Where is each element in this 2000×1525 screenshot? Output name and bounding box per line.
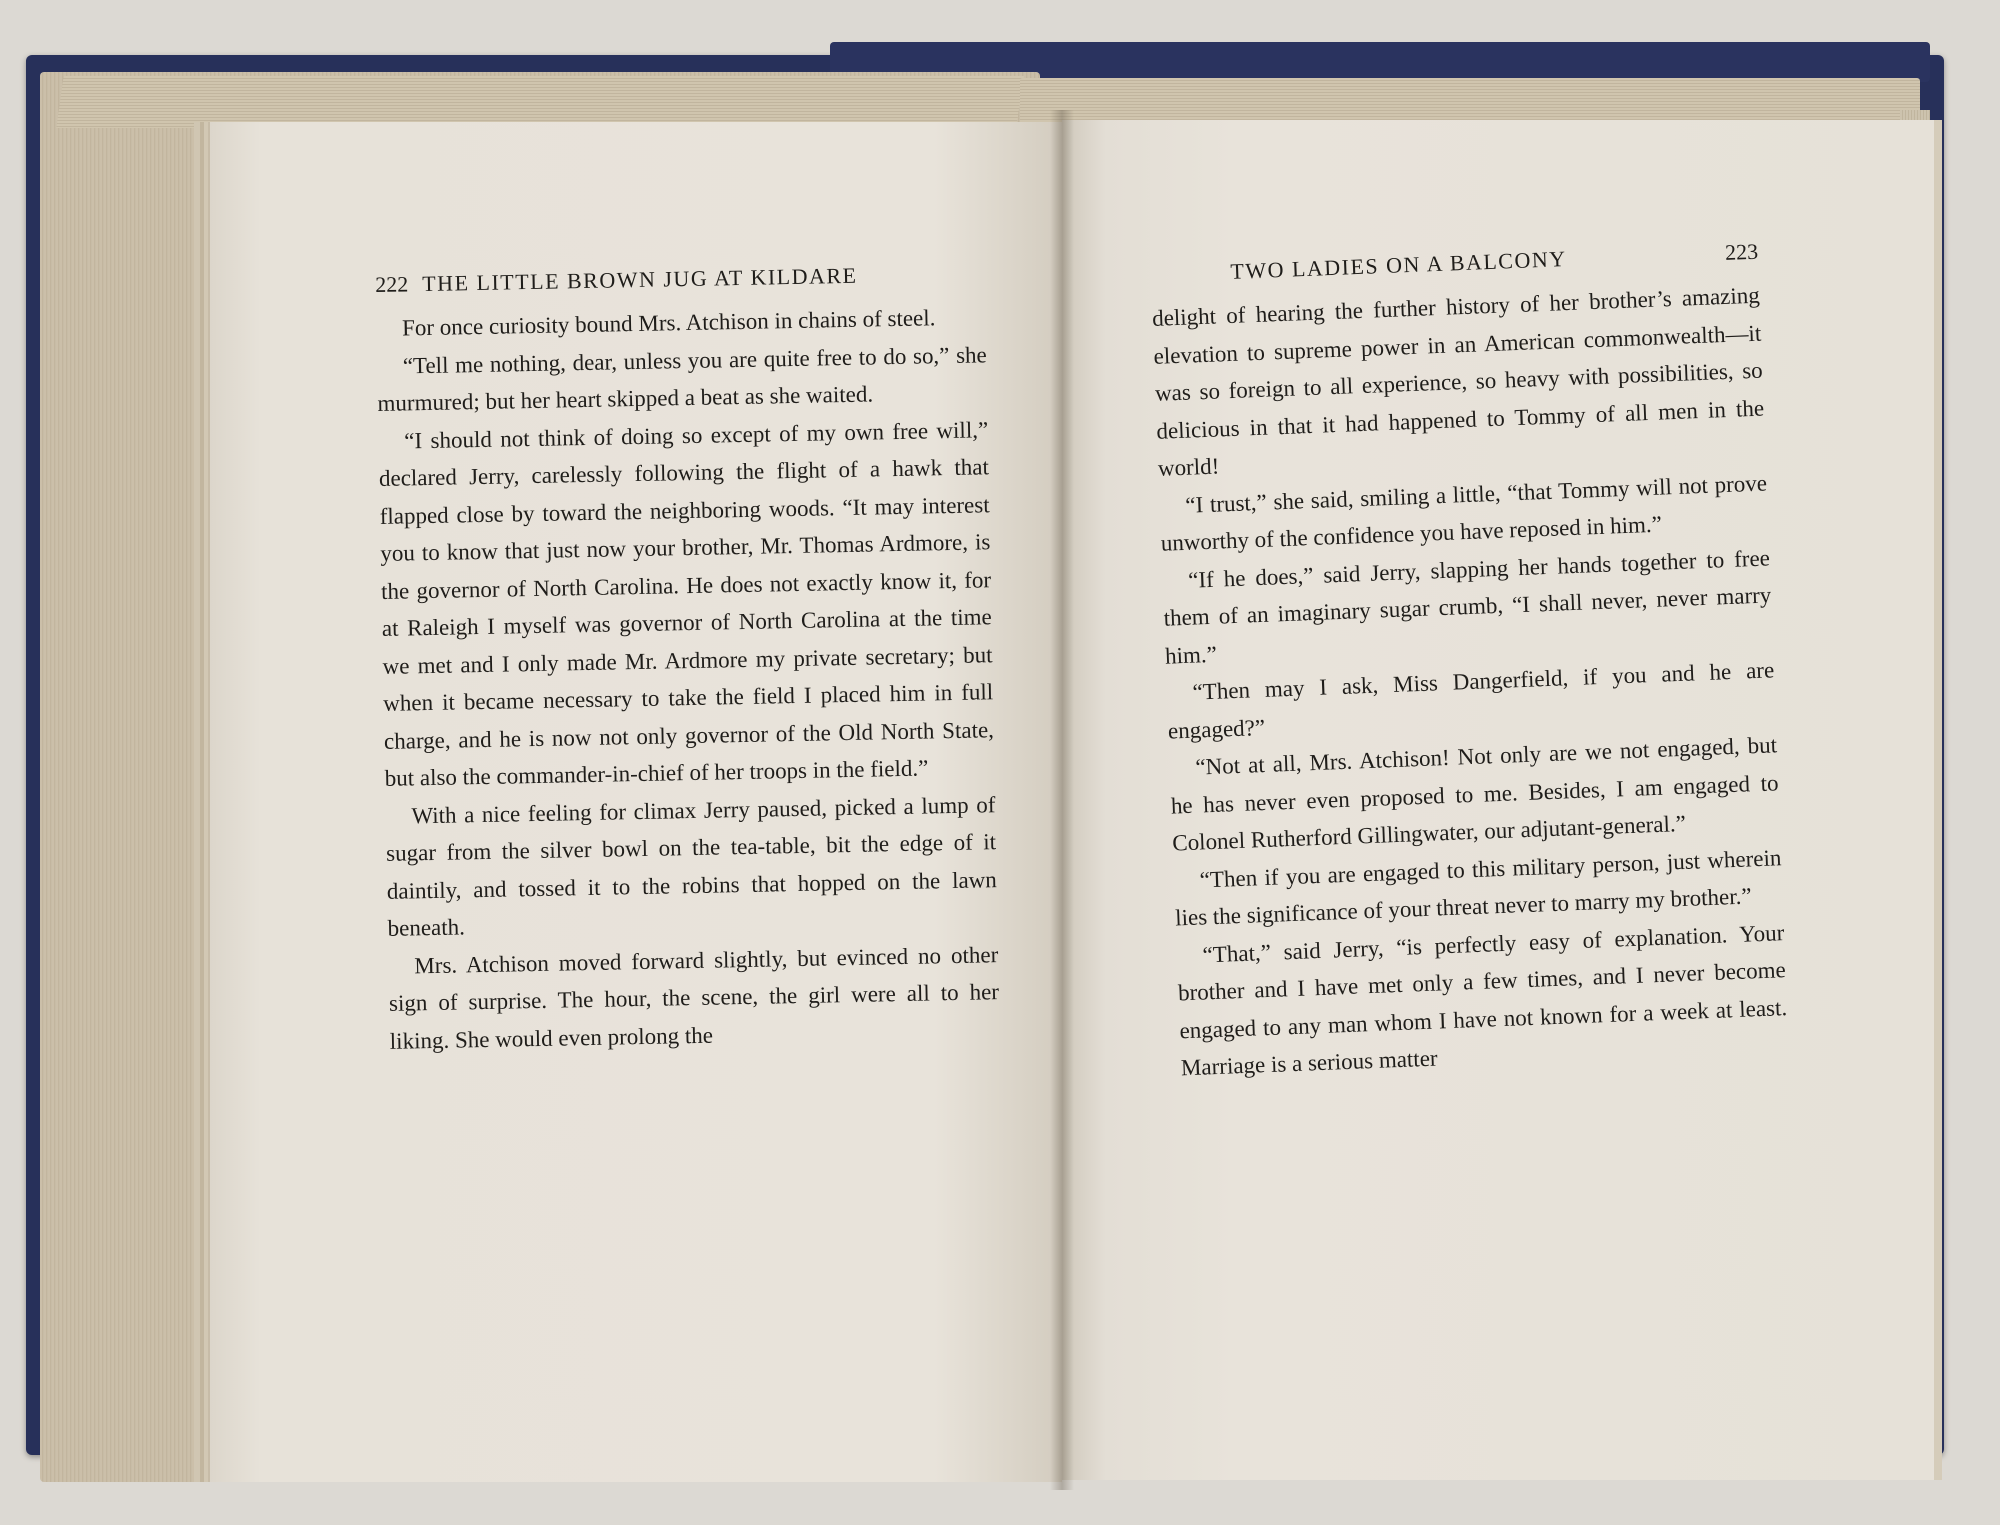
left-page-number: 222	[375, 271, 409, 297]
paragraph: With a nice feeling for climax Jerry paused, picked a lump of sugar from the silver bowl on the tea-table, bit the edge of it daintily, and tossed it to the robins that hopped on the lawn beneath.	[385, 791, 998, 941]
paragraph: “That,” said Jerry, “is perfectly easy of explanation. Your brother and I have met only a few times, and I never become engaged to any man whom I have not known for a week at least. Marriage is a serious matter	[1177, 919, 1788, 1081]
paragraph: For once curiosity bound Mrs. Atchison in chains of steel.	[401, 305, 936, 341]
book-gutter	[1050, 110, 1074, 1490]
left-running-head-title: THE LITTLE BROWN JUG AT KILDARE	[421, 262, 858, 297]
left-page-text	[375, 260, 1000, 1060]
paragraph: “Then may I ask, Miss Dangerfield, if you and he are engaged?”	[1167, 657, 1775, 744]
right-page-number: 223	[1724, 238, 1759, 265]
right-page-text	[1150, 239, 1789, 1087]
right-running-head-title: TWO LADIES ON A BALCONY	[1229, 246, 1568, 284]
paragraph: “If he does,” said Jerry, slapping her hands together to free them of an imaginary sugar crumb, “I shall never, never marry him.”	[1163, 544, 1772, 669]
paragraph: “Not at all, Mrs. Atchison! Not only are we not engaged, but he has never even proposed to me. Besides, I am engaged to Colonel Rutherford Gillingwater, our adjutant-general.”	[1170, 732, 1779, 856]
paragraph: “I trust,” she said, smiling a little, “that Tommy will not prove unworthy of the confidence you have reposed in him.”	[1160, 469, 1768, 556]
paragraph: “I should not think of doing so except of my own free will,” declared Jerry, carelessly following the flight of a hawk that flapped close by toward the neighboring woods. “It may interest you to know that just now your brother, Mr. Thomas Ardmore, is the governor of North Carolina. He does not exactly know it, for at Raleigh I myself was governor of North Carolina at the time we met and I only made Mr. Ardmore my private secretary; but when it became necessary to take the field I placed him in full charge, and he is now not only governor of the Old North State, but also the commander-in-chief of her troops in the field.”	[378, 416, 995, 791]
page-edges-top-left	[56, 76, 1023, 128]
paragraph: “Tell me nothing, dear, unless you are quite free to do so,” she murmured; but her heart skipped a beat as she waited.	[377, 341, 987, 416]
paragraph: Mrs. Atchison moved forward slightly, but evinced no other sign of surprise. The hour, the scene, the girl were all to her liking. She would even prolong the	[388, 941, 1000, 1054]
paragraph-continuation: delight of hearing the further history of her brother’s amazing elevation to supreme power in an American commonwealth—it was so foreign to all experience, so heavy with possibilities, so delicious in that it had happened to Tommy of all men in the world!	[1151, 282, 1765, 481]
paragraph: “Then if you are engaged to this military person, just wherein lies the significance of your threat never to marry my brother.”	[1174, 844, 1782, 931]
